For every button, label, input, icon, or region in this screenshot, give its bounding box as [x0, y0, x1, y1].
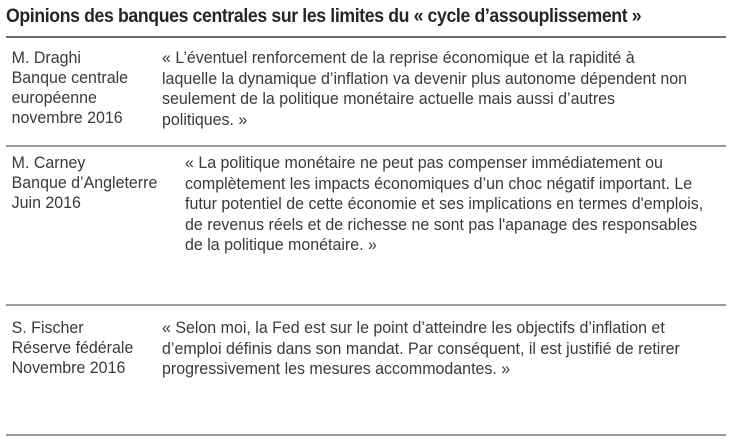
- quote-text: « L’éventuel renforcement de la reprise économique et la rapidité à laquelle la dynamique d’inflation va devenir plus autonome dépendent non seulement de la politique monétaire actuelle mais aussi d’autres politiques. »: [162, 48, 688, 129]
- speaker-date: novembre 2016: [11, 108, 123, 127]
- speaker-name: M. Draghi: [11, 48, 81, 67]
- quote-cell: [144, 318, 726, 434]
- table-row: [6, 306, 726, 436]
- speaker-name: S. Fischer: [11, 318, 84, 337]
- speaker-cell: [6, 153, 157, 304]
- table-row: [6, 38, 726, 147]
- quote-cell: [144, 48, 726, 145]
- speaker-institution-line2: européenne: [11, 88, 97, 107]
- speaker-cell: [6, 48, 136, 145]
- quote-text: « La politique monétaire ne peut pas compenser immédiatement ou complètement les impacts économiques d’un choc négatif important. Le futur potentiel de cette économie et ses implications en termes d'emplois, de revenus réels et de richesse ne sont pas l'apanage des responsables de la politique monétaire. »: [185, 153, 704, 254]
- speaker-date: Juin 2016: [11, 193, 81, 212]
- speaker-cell: [6, 318, 136, 434]
- quote-text: « Selon moi, la Fed est sur le point d’atteindre les objectifs d’inflation et d’emploi définis dans son mandat. Par conséquent, il est justifié de retirer progressivement les mesures accommodantes. »: [162, 318, 680, 378]
- speaker-institution: Réserve fédérale: [11, 338, 134, 357]
- table-row: [6, 147, 726, 306]
- speaker-institution-line1: Banque centrale: [11, 68, 129, 87]
- speaker-institution: Banque d’Angleterre: [11, 173, 158, 192]
- speaker-name: M. Carney: [11, 153, 86, 172]
- table-title: Opinions des banques centrales sur les limites du « cycle d’assouplissement »: [6, 6, 642, 27]
- quote-cell: [167, 153, 733, 304]
- speaker-date: Novembre 2016: [11, 358, 126, 377]
- quotes-table: [6, 4, 726, 436]
